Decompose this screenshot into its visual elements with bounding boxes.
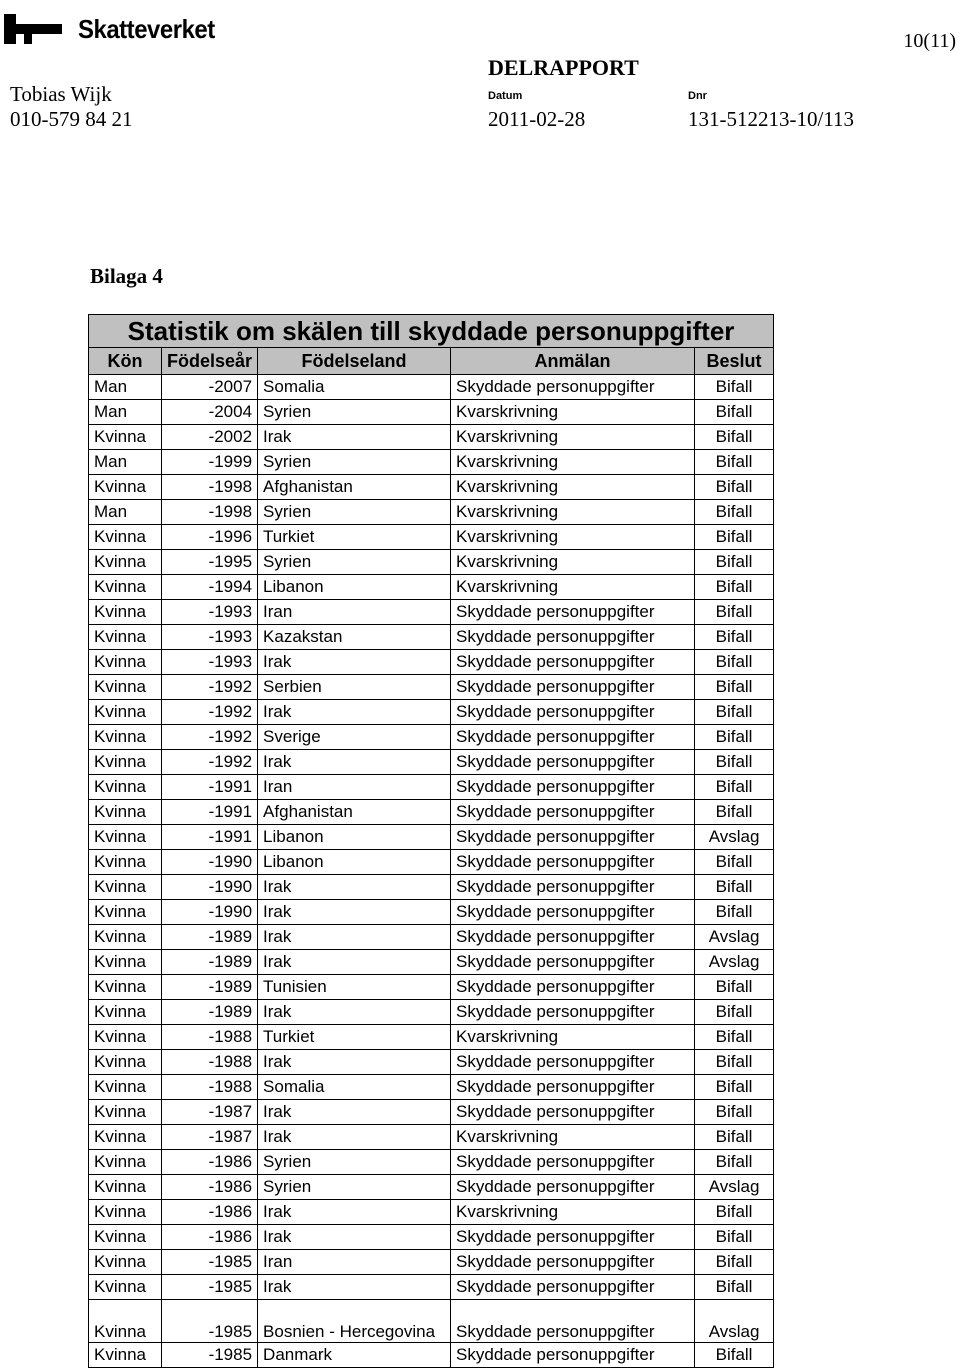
birth-country-cell: Syrien: [258, 450, 451, 475]
table-row: [89, 900, 774, 925]
decision-cell: Bifall: [695, 500, 774, 525]
report-type-cell: Kvarskrivning: [451, 475, 695, 500]
birth-country-cell: Irak: [258, 1125, 451, 1150]
report-type-cell: Kvarskrivning: [451, 500, 695, 525]
page-number: 10(11): [903, 30, 956, 52]
decision-cell: Bifall: [695, 1050, 774, 1075]
birth-country-cell: Iran: [258, 1250, 451, 1275]
gender-cell: Kvinna: [89, 1025, 162, 1050]
report-type-cell: Skyddade personuppgifter: [451, 1075, 695, 1100]
birth-year-cell: -2004: [162, 400, 258, 425]
gender-cell: Kvinna: [89, 825, 162, 850]
report-type-cell: Kvarskrivning: [451, 1125, 695, 1150]
date-value: 2011-02-28: [488, 107, 586, 131]
birth-year-cell: -1993: [162, 600, 258, 625]
birth-country-cell: Iran: [258, 775, 451, 800]
table-row: [89, 975, 774, 1000]
decision-cell: Bifall: [695, 1225, 774, 1250]
logo-text: Skatteverket: [78, 14, 215, 44]
report-type-cell: Skyddade personuppgifter: [451, 375, 695, 400]
gender-cell: Kvinna: [89, 1275, 162, 1300]
birth-country-cell: Kazakstan: [258, 625, 451, 650]
table-row: [89, 1225, 774, 1250]
birth-country-cell: Syrien: [258, 400, 451, 425]
birth-country-cell: Bosnien - Hercegovina: [258, 1300, 451, 1343]
table-row: [89, 800, 774, 825]
decision-cell: Bifall: [695, 650, 774, 675]
birth-country-cell: Afghanistan: [258, 800, 451, 825]
gender-cell: Kvinna: [89, 925, 162, 950]
table-row: [89, 1300, 774, 1343]
table-row: [89, 950, 774, 975]
report-type-cell: Skyddade personuppgifter: [451, 1225, 695, 1250]
birth-year-cell: -1993: [162, 625, 258, 650]
column-header-anmalan: Anmälan: [451, 348, 695, 375]
birth-year-cell: -1999: [162, 450, 258, 475]
report-type-cell: Kvarskrivning: [451, 550, 695, 575]
table-row: [89, 700, 774, 725]
table-title: Statistik om skälen till skyddade personuppgifter: [89, 315, 774, 348]
decision-cell: Bifall: [695, 1250, 774, 1275]
table-row: [89, 925, 774, 950]
decision-cell: Bifall: [695, 975, 774, 1000]
decision-cell: Bifall: [695, 1075, 774, 1100]
birth-year-cell: -1985: [162, 1300, 258, 1343]
birth-country-cell: Irak: [258, 925, 451, 950]
table-row: [89, 1075, 774, 1100]
birth-year-cell: -1996: [162, 525, 258, 550]
column-header-fodelseland: Födelseland: [258, 348, 451, 375]
date-label: Datum: [488, 90, 523, 102]
gender-cell: Kvinna: [89, 1125, 162, 1150]
table-row: [89, 1000, 774, 1025]
birth-country-cell: Irak: [258, 750, 451, 775]
gender-cell: Kvinna: [89, 850, 162, 875]
birth-country-cell: Irak: [258, 900, 451, 925]
birth-country-cell: Syrien: [258, 1150, 451, 1175]
decision-cell: Bifall: [695, 425, 774, 450]
table-row: [89, 1150, 774, 1175]
decision-cell: Bifall: [695, 375, 774, 400]
column-header-fodelsear: Födelseår: [162, 348, 258, 375]
report-type-cell: Skyddade personuppgifter: [451, 775, 695, 800]
report-type-cell: Skyddade personuppgifter: [451, 725, 695, 750]
gender-cell: Kvinna: [89, 800, 162, 825]
birth-year-cell: -1990: [162, 875, 258, 900]
birth-country-cell: Libanon: [258, 825, 451, 850]
table-row: [89, 575, 774, 600]
birth-year-cell: -1989: [162, 975, 258, 1000]
birth-year-cell: -1989: [162, 925, 258, 950]
report-type-cell: Skyddade personuppgifter: [451, 600, 695, 625]
report-type-cell: Skyddade personuppgifter: [451, 1100, 695, 1125]
attachment-title: Bilaga 4: [90, 264, 163, 288]
birth-year-cell: -1991: [162, 825, 258, 850]
birth-year-cell: -1985: [162, 1343, 258, 1368]
table-row: [89, 1100, 774, 1125]
decision-cell: Avslag: [695, 825, 774, 850]
report-type-cell: Kvarskrivning: [451, 525, 695, 550]
birth-country-cell: Tunisien: [258, 975, 451, 1000]
table-row: [89, 775, 774, 800]
birth-year-cell: -2002: [162, 425, 258, 450]
report-type-cell: Kvarskrivning: [451, 575, 695, 600]
decision-cell: Bifall: [695, 600, 774, 625]
table-body: [89, 375, 774, 1368]
decision-cell: Bifall: [695, 700, 774, 725]
decision-cell: Bifall: [695, 1343, 774, 1368]
birth-year-cell: -1994: [162, 575, 258, 600]
birth-country-cell: Irak: [258, 650, 451, 675]
report-type-cell: Skyddade personuppgifter: [451, 850, 695, 875]
report-type-cell: Skyddade personuppgifter: [451, 1275, 695, 1300]
report-type-cell: Skyddade personuppgifter: [451, 875, 695, 900]
report-type-cell: Skyddade personuppgifter: [451, 975, 695, 1000]
table-row: [89, 525, 774, 550]
report-type-cell: Skyddade personuppgifter: [451, 675, 695, 700]
gender-cell: Kvinna: [89, 1175, 162, 1200]
birth-country-cell: Irak: [258, 1200, 451, 1225]
birth-country-cell: Irak: [258, 950, 451, 975]
decision-cell: Bifall: [695, 1125, 774, 1150]
birth-country-cell: Danmark: [258, 1343, 451, 1368]
gender-cell: Man: [89, 375, 162, 400]
column-header-kon: Kön: [89, 348, 162, 375]
birth-year-cell: -1986: [162, 1225, 258, 1250]
table-row: [89, 400, 774, 425]
birth-country-cell: Libanon: [258, 850, 451, 875]
table-row: [89, 750, 774, 775]
birth-country-cell: Irak: [258, 700, 451, 725]
decision-cell: Bifall: [695, 475, 774, 500]
birth-country-cell: Irak: [258, 875, 451, 900]
gender-cell: Kvinna: [89, 1300, 162, 1343]
birth-country-cell: Somalia: [258, 375, 451, 400]
table-row: [89, 850, 774, 875]
birth-year-cell: -1992: [162, 750, 258, 775]
decision-cell: Bifall: [695, 450, 774, 475]
table-row: [89, 625, 774, 650]
decision-cell: Bifall: [695, 1100, 774, 1125]
decision-cell: Bifall: [695, 750, 774, 775]
table-row: [89, 1025, 774, 1050]
birth-year-cell: -1988: [162, 1025, 258, 1050]
table-row: [89, 550, 774, 575]
table-row: [89, 1200, 774, 1225]
author-name: Tobias Wijk: [10, 82, 112, 106]
gender-cell: Kvinna: [89, 600, 162, 625]
birth-year-cell: -1992: [162, 725, 258, 750]
birth-year-cell: -1985: [162, 1250, 258, 1275]
document-type: DELRAPPORT: [488, 55, 639, 80]
report-type-cell: Kvarskrivning: [451, 1025, 695, 1050]
decision-cell: Bifall: [695, 800, 774, 825]
gender-cell: Kvinna: [89, 775, 162, 800]
birth-country-cell: Serbien: [258, 675, 451, 700]
skatteverket-logo-icon: [4, 14, 62, 44]
table-row: [89, 1175, 774, 1200]
table-row: [89, 825, 774, 850]
birth-year-cell: -1988: [162, 1050, 258, 1075]
gender-cell: Man: [89, 400, 162, 425]
birth-year-cell: -1985: [162, 1275, 258, 1300]
report-type-cell: Kvarskrivning: [451, 1200, 695, 1225]
report-type-cell: Skyddade personuppgifter: [451, 1150, 695, 1175]
decision-cell: Bifall: [695, 400, 774, 425]
gender-cell: Kvinna: [89, 575, 162, 600]
gender-cell: Kvinna: [89, 975, 162, 1000]
gender-cell: Kvinna: [89, 625, 162, 650]
gender-cell: Kvinna: [89, 875, 162, 900]
table-row: [89, 1343, 774, 1368]
birth-country-cell: Irak: [258, 1100, 451, 1125]
gender-cell: Kvinna: [89, 1000, 162, 1025]
decision-cell: Bifall: [695, 1025, 774, 1050]
gender-cell: Kvinna: [89, 1343, 162, 1368]
birth-year-cell: -1989: [162, 950, 258, 975]
gender-cell: Kvinna: [89, 1250, 162, 1275]
report-type-cell: Skyddade personuppgifter: [451, 650, 695, 675]
gender-cell: Kvinna: [89, 725, 162, 750]
statistics-table: [88, 314, 774, 1368]
birth-year-cell: -1986: [162, 1150, 258, 1175]
decision-cell: Bifall: [695, 1150, 774, 1175]
gender-cell: Man: [89, 500, 162, 525]
decision-cell: Avslag: [695, 1300, 774, 1343]
birth-country-cell: Libanon: [258, 575, 451, 600]
gender-cell: Kvinna: [89, 425, 162, 450]
report-type-cell: Skyddade personuppgifter: [451, 925, 695, 950]
report-type-cell: Kvarskrivning: [451, 400, 695, 425]
birth-year-cell: -1989: [162, 1000, 258, 1025]
report-type-cell: Skyddade personuppgifter: [451, 825, 695, 850]
table-row: [89, 650, 774, 675]
birth-country-cell: Syrien: [258, 550, 451, 575]
decision-cell: Bifall: [695, 1275, 774, 1300]
gender-cell: Kvinna: [89, 550, 162, 575]
table-row: [89, 375, 774, 400]
birth-country-cell: Sverige: [258, 725, 451, 750]
report-type-cell: Skyddade personuppgifter: [451, 700, 695, 725]
gender-cell: Kvinna: [89, 700, 162, 725]
gender-cell: Kvinna: [89, 900, 162, 925]
gender-cell: Kvinna: [89, 1200, 162, 1225]
birth-year-cell: -1998: [162, 500, 258, 525]
gender-cell: Kvinna: [89, 475, 162, 500]
birth-country-cell: Turkiet: [258, 525, 451, 550]
birth-year-cell: -1998: [162, 475, 258, 500]
birth-year-cell: -1987: [162, 1100, 258, 1125]
decision-cell: Avslag: [695, 925, 774, 950]
birth-year-cell: -1988: [162, 1075, 258, 1100]
report-type-cell: Skyddade personuppgifter: [451, 900, 695, 925]
birth-year-cell: -1995: [162, 550, 258, 575]
author-phone: 010-579 84 21: [10, 107, 133, 131]
report-type-cell: Skyddade personuppgifter: [451, 750, 695, 775]
report-type-cell: Skyddade personuppgifter: [451, 1050, 695, 1075]
decision-cell: Bifall: [695, 850, 774, 875]
birth-country-cell: Irak: [258, 1225, 451, 1250]
gender-cell: Kvinna: [89, 1100, 162, 1125]
table-row: [89, 1125, 774, 1150]
report-type-cell: Skyddade personuppgifter: [451, 1250, 695, 1275]
report-type-cell: Skyddade personuppgifter: [451, 625, 695, 650]
birth-year-cell: -1991: [162, 775, 258, 800]
decision-cell: Bifall: [695, 725, 774, 750]
table-row: [89, 475, 774, 500]
report-type-cell: Skyddade personuppgifter: [451, 800, 695, 825]
dnr-value: 131-512213-10/113: [688, 107, 855, 131]
table-row: [89, 1050, 774, 1075]
decision-cell: Bifall: [695, 875, 774, 900]
birth-country-cell: Irak: [258, 1050, 451, 1075]
table-row: [89, 600, 774, 625]
decision-cell: Avslag: [695, 950, 774, 975]
decision-cell: Bifall: [695, 625, 774, 650]
gender-cell: Kvinna: [89, 1150, 162, 1175]
birth-year-cell: -1986: [162, 1175, 258, 1200]
report-type-cell: Skyddade personuppgifter: [451, 950, 695, 975]
report-type-cell: Skyddade personuppgifter: [451, 1000, 695, 1025]
table-row: [89, 425, 774, 450]
birth-year-cell: -1992: [162, 675, 258, 700]
table-row: [89, 875, 774, 900]
table-row: [89, 675, 774, 700]
birth-year-cell: -1990: [162, 900, 258, 925]
gender-cell: Kvinna: [89, 525, 162, 550]
birth-country-cell: Irak: [258, 425, 451, 450]
report-type-cell: Skyddade personuppgifter: [451, 1300, 695, 1343]
decision-cell: Bifall: [695, 550, 774, 575]
gender-cell: Kvinna: [89, 650, 162, 675]
birth-country-cell: Iran: [258, 600, 451, 625]
decision-cell: Bifall: [695, 675, 774, 700]
table-row: [89, 1250, 774, 1275]
gender-cell: Kvinna: [89, 950, 162, 975]
report-type-cell: Kvarskrivning: [451, 425, 695, 450]
birth-country-cell: Turkiet: [258, 1025, 451, 1050]
birth-year-cell: -1992: [162, 700, 258, 725]
report-type-cell: Skyddade personuppgifter: [451, 1175, 695, 1200]
decision-cell: Bifall: [695, 1200, 774, 1225]
birth-country-cell: Syrien: [258, 1175, 451, 1200]
birth-year-cell: -1993: [162, 650, 258, 675]
gender-cell: Kvinna: [89, 1225, 162, 1250]
column-header-beslut: Beslut: [695, 348, 774, 375]
dnr-label: Dnr: [688, 90, 707, 102]
decision-cell: Bifall: [695, 525, 774, 550]
birth-year-cell: -1991: [162, 800, 258, 825]
gender-cell: Kvinna: [89, 1050, 162, 1075]
table-row: [89, 450, 774, 475]
birth-country-cell: Irak: [258, 1000, 451, 1025]
gender-cell: Man: [89, 450, 162, 475]
table-row: [89, 1275, 774, 1300]
birth-country-cell: Afghanistan: [258, 475, 451, 500]
birth-year-cell: -1986: [162, 1200, 258, 1225]
birth-year-cell: -1987: [162, 1125, 258, 1150]
report-type-cell: Skyddade personuppgifter: [451, 1343, 695, 1368]
birth-year-cell: -1990: [162, 850, 258, 875]
gender-cell: Kvinna: [89, 675, 162, 700]
decision-cell: Bifall: [695, 775, 774, 800]
table-row: [89, 500, 774, 525]
birth-country-cell: Syrien: [258, 500, 451, 525]
gender-cell: Kvinna: [89, 1075, 162, 1100]
decision-cell: Bifall: [695, 575, 774, 600]
decision-cell: Bifall: [695, 1000, 774, 1025]
birth-country-cell: Irak: [258, 1275, 451, 1300]
decision-cell: Bifall: [695, 900, 774, 925]
gender-cell: Kvinna: [89, 750, 162, 775]
birth-year-cell: -2007: [162, 375, 258, 400]
decision-cell: Avslag: [695, 1175, 774, 1200]
report-type-cell: Kvarskrivning: [451, 450, 695, 475]
birth-country-cell: Somalia: [258, 1075, 451, 1100]
table-row: [89, 725, 774, 750]
